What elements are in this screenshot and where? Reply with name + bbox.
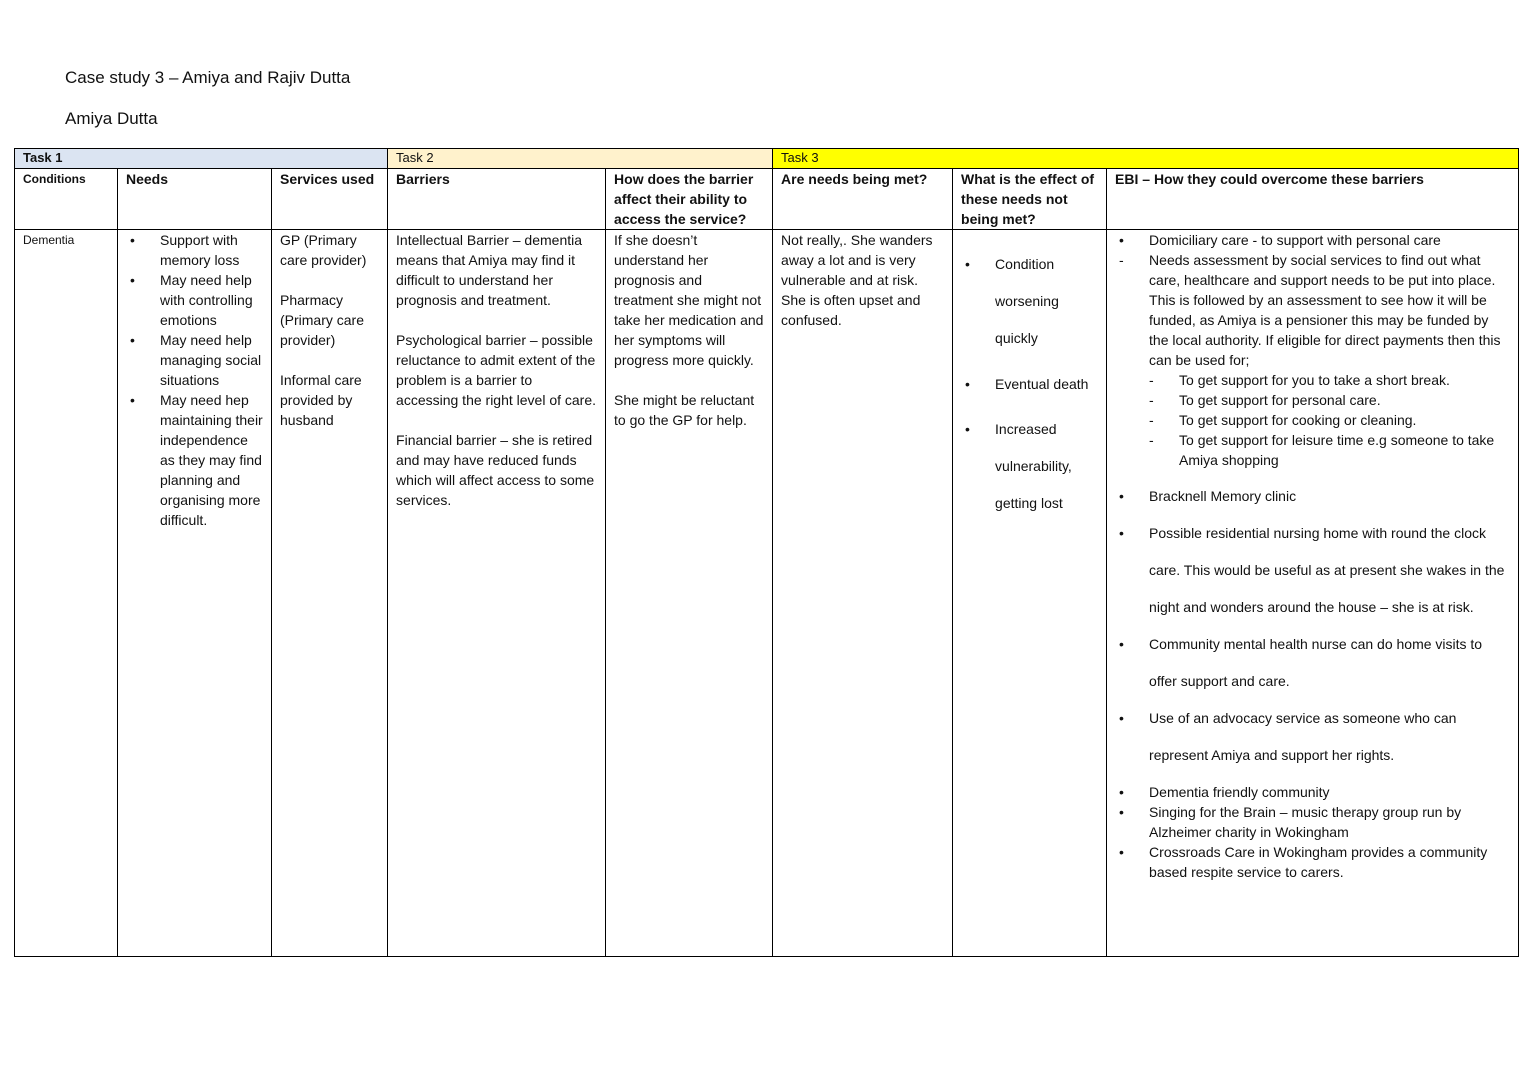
condition-cell: Dementia xyxy=(15,230,118,957)
header-affect: How does the barrier affect their ability to access the service? xyxy=(606,169,773,230)
dementia-row xyxy=(15,230,1519,957)
list-item: • May need help managing social situations xyxy=(160,330,263,390)
assessment-text: Needs assessment by social services to find out what care, healthcare and support needs to be put into place. This is followed by an assessment to see how it will be funded, as Amiya is a pensioner this may be funded by the local authority. If eligible for direct payments then this can be used for; xyxy=(1149,252,1501,368)
affect-cell xyxy=(606,230,773,957)
effects-list xyxy=(961,246,1098,522)
list-item: • Dementia friendly community xyxy=(1149,782,1510,802)
list-item: • Use of an advocacy service as someone who can represent Amiya and support her rights. xyxy=(1149,700,1510,774)
effects-cell xyxy=(953,230,1107,957)
service-item: Pharmacy (Primary care provider) xyxy=(280,292,365,348)
list-item: • Singing for the Brain – music therapy group run by Alzheimer charity in Wokingham xyxy=(1149,802,1510,842)
services-cell xyxy=(272,230,388,957)
affect-item: If she doesn’t understand her prognosis and treatment she might not take her medication and her symptoms will progress more quickly. xyxy=(614,232,764,368)
document-subtitle: Amiya Dutta xyxy=(65,109,158,128)
barriers-cell xyxy=(388,230,606,957)
barrier-item: Financial barrier – she is retired and may have reduced funds which will affect access to some services. xyxy=(396,432,595,508)
list-item: • Possible residential nursing home with round the clock care. This would be useful as at present she wakes in the night and wonders around the house – she is at risk. xyxy=(1149,515,1510,626)
header-services: Services used xyxy=(272,169,388,230)
direct-payments-list xyxy=(1115,370,1510,470)
list-item xyxy=(1149,250,1510,470)
list-item: - To get support for personal care. xyxy=(1179,390,1510,410)
header-effect: What is the effect of these needs not being met? xyxy=(953,169,1107,230)
document-title: Case study 3 – Amiya and Rajiv Dutta xyxy=(65,68,351,87)
list-item: • Domiciliary care - to support with personal care xyxy=(1149,230,1510,250)
list-item: • Eventual death xyxy=(995,374,1098,394)
list-item: • May need hep maintaining their independence as they may find planning and organising more difficult. xyxy=(160,390,263,530)
header-barriers: Barriers xyxy=(388,169,606,230)
service-item: Informal care provided by husband xyxy=(280,372,362,428)
list-item: • May need help with controlling emotions xyxy=(160,270,263,330)
task-1-label: Task 1 xyxy=(15,149,388,169)
affect-item: She might be reluctant to go the GP for help. xyxy=(614,392,755,428)
header-row xyxy=(15,169,1519,230)
task-3-label: Task 3 xyxy=(773,149,1519,169)
header-needs-met: Are needs being met? xyxy=(773,169,953,230)
list-item: - To get support for cooking or cleaning. xyxy=(1179,410,1510,430)
list-item: • Support with memory loss xyxy=(160,230,263,270)
list-item: • Increased vulnerability, getting lost xyxy=(995,411,1098,522)
case-study-table xyxy=(14,148,1519,957)
needs-list xyxy=(126,230,263,530)
list-item: • Community mental health nurse can do home visits to offer support and care. xyxy=(1149,626,1510,700)
header-ebi: EBI – How they could overcome these barriers xyxy=(1107,169,1519,230)
ebi-cell xyxy=(1107,230,1519,957)
header-needs: Needs xyxy=(118,169,272,230)
needs-cell xyxy=(118,230,272,957)
barrier-item: Psychological barrier – possible reluctance to admit extent of the problem is a barrier to accessing the right level of care. xyxy=(396,332,597,408)
list-item: • Condition worsening quickly xyxy=(995,246,1098,357)
ebi-list xyxy=(1115,230,1510,882)
needs-met-cell: Not really,. She wanders away a lot and is very vulnerable and at risk. She is often upset and confused. xyxy=(773,230,953,957)
service-item: GP (Primary care provider) xyxy=(280,232,367,268)
list-item: • Crossroads Care in Wokingham provides a community based respite service to carers. xyxy=(1149,842,1510,882)
list-item: - To get support for leisure time e.g someone to take Amiya shopping xyxy=(1179,430,1510,470)
list-item: - To get support for you to take a short break. xyxy=(1179,370,1510,390)
task-row xyxy=(15,149,1519,169)
barrier-item: Intellectual Barrier – dementia means that Amiya may find it difficult to understand her prognosis and treatment. xyxy=(396,232,583,308)
header-conditions: Conditions xyxy=(15,169,118,230)
list-item: • Bracknell Memory clinic xyxy=(1149,478,1510,515)
task-2-label: Task 2 xyxy=(388,149,773,169)
